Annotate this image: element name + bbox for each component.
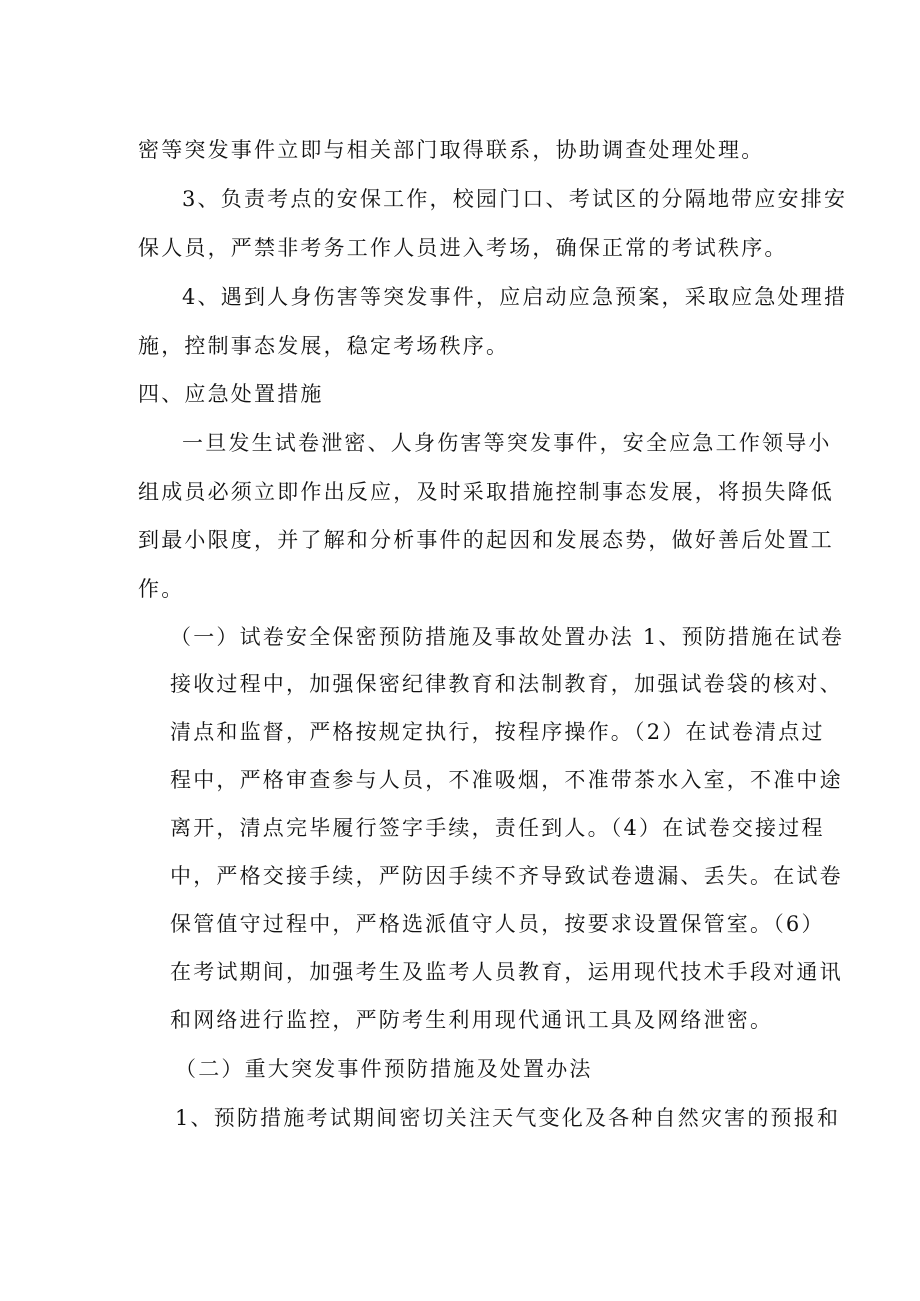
text-line: 到最小限度，并了解和分析事件的起因和发展态势，做好善后处置工	[138, 528, 834, 552]
text-line: 保人员，严禁非考务工作人员进入考场，确保正常的考试秩序。	[138, 236, 788, 260]
text-line: 4、遇到人身伤害等突发事件，应启动应急预案，采取应急处理措	[182, 285, 848, 309]
text-line: 离开，清点完毕履行签字手续，责任到人。（4）在试卷交接过程	[170, 816, 825, 840]
text-line: 1、预防措施考试期间密切关注天气变化及各种自然灾害的预报和	[175, 1106, 841, 1130]
text-line: 清点和监督，严格按规定执行，按程序操作。（2）在试卷清点过	[170, 720, 825, 744]
text-line: 在考试期间，加强考生及监考人员教育，运用现代技术手段对通讯	[170, 960, 843, 984]
subsection-line: （一）试卷安全保密预防措施及事故处置办法 1、预防措施在试卷	[170, 625, 845, 649]
text-line: 保管值守过程中，严格选派值守人员，按要求设置保管室。（6）	[170, 912, 825, 936]
text-line: 作。	[138, 577, 185, 601]
text-line: 施，控制事态发展，稳定考场秩序。	[138, 334, 510, 358]
text-line: 组成员必须立即作出反应，及时采取措施控制事态发展，将损失降低	[138, 480, 834, 504]
text-line: 中，严格交接手续，严防因手续不齐导致试卷遗漏、丢失。在试卷	[170, 864, 843, 888]
text-line: 程中，严格审查参与人员，不准吸烟，不准带茶水入室，不准中途	[170, 768, 843, 792]
text-line: 接收过程中，加强保密纪律教育和法制教育，加强试卷袋的核对、	[170, 672, 843, 696]
subsection-heading: （二）重大突发事件预防措施及处置办法	[175, 1057, 593, 1081]
text-line: 一旦发生试卷泄密、人身伤害等突发事件，安全应急工作领导小	[182, 431, 832, 455]
text-line: 3、负责考点的安保工作，校园门口、考试区的分隔地带应安排安	[182, 187, 848, 211]
text-line: 密等突发事件立即与相关部门取得联系，协助调查处理处理。	[138, 138, 765, 162]
text-line: 和网络进行监控，严防考生利用现代通讯工具及网络泄密。	[170, 1008, 774, 1032]
section-heading: 四、应急处置措施	[138, 382, 324, 406]
